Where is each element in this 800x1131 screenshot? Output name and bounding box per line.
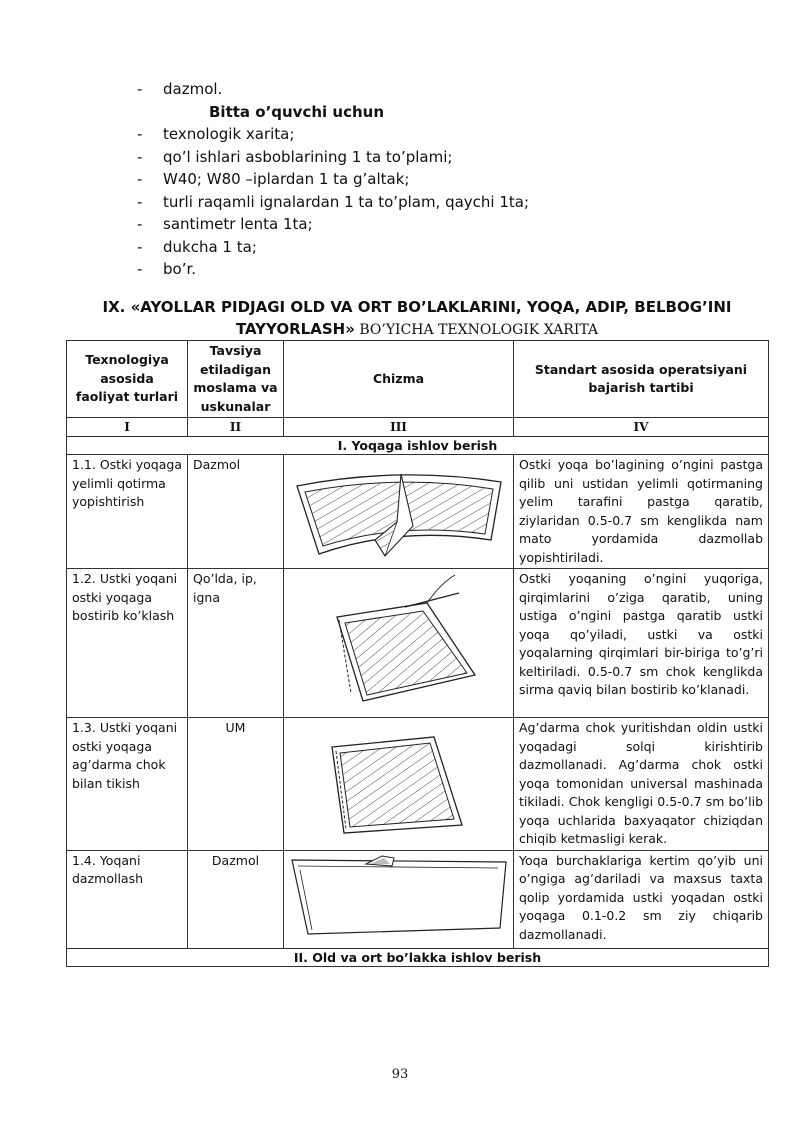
heading-line-2: TAYYORLASH» BO’YICHA TEXNOLOGIK XARITA <box>235 320 599 338</box>
row-activity: 1.2. Ustki yoqani ostki yoqaga bostirib ko’klash <box>67 569 188 718</box>
table-header-row <box>67 341 769 418</box>
list-item: - W40; W80 –iplardan 1 ta g’altak; <box>137 170 410 188</box>
table-row <box>67 718 769 851</box>
list-item: - texnologik xarita; <box>137 125 295 143</box>
header-activity: Texnologiya asosida faoliyat turlari <box>67 341 188 418</box>
row-tools: Dazmol <box>188 850 284 948</box>
collar-stitching-drawing <box>284 718 514 851</box>
page-number: 93 <box>391 1067 409 1082</box>
list-item: - turli raqamli ignalardan 1 ta to’plam, qaychi 1ta; <box>137 192 530 211</box>
row-steps: Ag’darma chok yuritishdan oldin ustki yoqadagi solqi kirishtirib dazmollanadi. Ag’darma chok ostki yoqa tomonidan universal mashinada tikiladi. Chok kengligi 0.5-0.7 sm bo’lib yoqa uchlarida baxyaqator chiziqdan chiqib ketmasligi kerak. <box>514 718 769 851</box>
collar-pressing-drawing <box>284 850 514 948</box>
row-activity: 1.3. Ustki yoqani ostki yoqaga ag’darma chok bilan tikish <box>67 718 188 851</box>
section-title-2: II. Old va ort bo’lakka ishlov berish <box>67 948 769 966</box>
list-item: - qo’l ishlari asboblarining 1 ta to’plami; <box>137 147 453 166</box>
row-tools: Dazmol <box>188 455 284 569</box>
technology-map-table <box>66 340 769 967</box>
row-steps: Ostki yoqa bo’lagining o’ngini pastga qilib uni ustidan yelimli qotirmaning yelim tarafini pastga qaratib, ziylaridan 0.5-0.7 sm kenglikda nam mato yordamida dazmollab yopishtiriladi. <box>514 455 769 569</box>
numeral-i: I <box>67 418 188 437</box>
materials-list <box>137 78 737 281</box>
row-activity: 1.4. Yoqani dazmollash <box>67 850 188 948</box>
numeral-iv: IV <box>514 418 769 437</box>
list-item: - santimetr lenta 1ta; <box>137 215 313 233</box>
section-row <box>67 948 769 966</box>
numeral-iii: III <box>284 418 514 437</box>
header-tools: Tavsiya etiladigan moslama va uskunalar <box>188 341 284 418</box>
row-steps: Yoqa burchaklariga kertim qo’yib uni o’ngiga ag’dariladi va maxsus taxta qolip yordamida ustki yoqadan ostki yoqaga 0.1-0.2 sm ziy chiqarib dazmollanadi. <box>514 850 769 948</box>
section-row <box>67 437 769 455</box>
list-item: - dukcha 1 ta; <box>137 237 257 256</box>
list-subheading: Bitta o’quvchi uchun <box>209 102 384 121</box>
row-tools: UM <box>188 718 284 851</box>
table-row <box>67 569 769 718</box>
row-activity: 1.1. Ostki yoqaga yelimli qotirma yopishtirish <box>67 455 188 569</box>
header-steps: Standart asosida operatsiyani bajarish tartibi <box>514 341 769 418</box>
header-drawing: Chizma <box>284 341 514 418</box>
list-item: - bo’r. <box>137 260 197 278</box>
row-tools: Qo’lda, ip, igna <box>188 569 284 718</box>
section-heading <box>66 296 768 341</box>
numeral-ii: II <box>188 418 284 437</box>
collar-basting-drawing <box>284 569 514 718</box>
table-row <box>67 455 769 569</box>
list-item: - dazmol. <box>137 80 223 98</box>
section-title-1: I. Yoqaga ishlov berish <box>67 437 769 455</box>
collar-interfacing-drawing <box>284 455 514 569</box>
table-row <box>67 850 769 948</box>
heading-line-1: IX. «AYOLLAR PIDJAGI OLD VA ORT BO’LAKLARINI, YOQA, ADIP, BELBOG’INI <box>102 298 732 316</box>
numeral-row <box>67 418 769 437</box>
row-steps: Ostki yoqaning o’ngini yuqoriga, qirqimlarini o’ziga qaratib, uning ustiga o’ngini pastga qaratib ustki yoqa qo’yiladi, ustki va ostki yoqalarning qirqimlari bir-biriga to’g’ri keltiriladi. 0.5-0.7 sm chok kenglikda sirma qaviq bilan bostirib ko’klanadi. <box>514 569 769 718</box>
